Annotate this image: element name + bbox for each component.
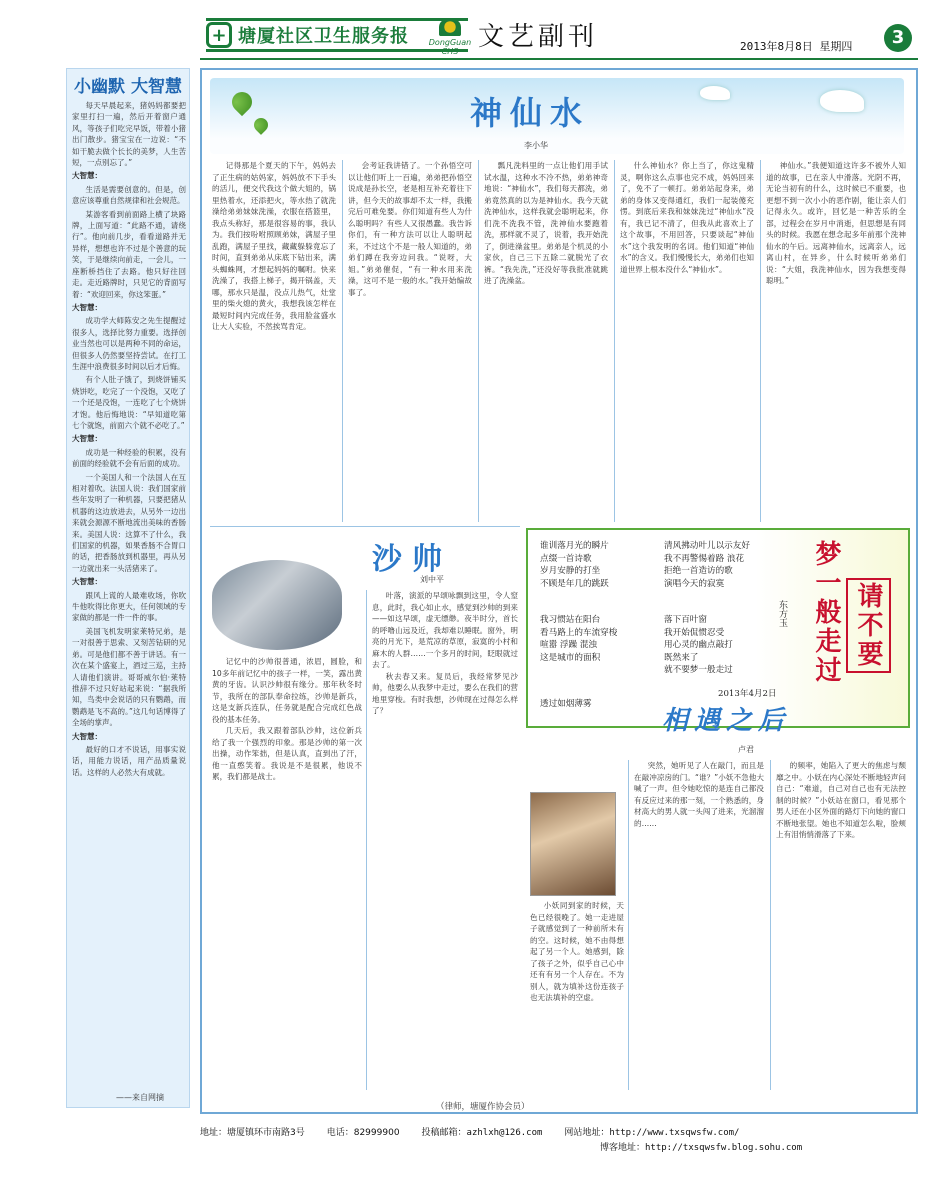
- header-divider: [200, 58, 918, 60]
- sidebar-paragraph: 生活是需要创意的。但是，创意应该尊重自然规律和社会规范。: [72, 184, 186, 206]
- article3-author: 卢君: [738, 745, 754, 754]
- poem-line: 用心灵的幽点敲打: [664, 640, 733, 651]
- article2-column: [372, 590, 518, 1090]
- footer-phone: 电话：82999900: [326, 1127, 400, 1138]
- article1-text: 神仙水。”我便知道这许多不被外人知道的故事，已在亲人中滑落。光阴不再，无论当初有的什么，这时候已不重要，也更想不到一次小小的恶作剧，能让亲人们记得永久。或许，回忆是一种苦乐的全部，过程会在岁月中消逝，但思想是有同头的时候。我愿在想念起多年前那个洗神仙水的午后。远离神仙水，远离亲人，远离山村，在异乡，什么时候听弟弟们说：“大姐，我洗神仙水，因为我想变得聪明。”: [766, 161, 906, 285]
- article2-column: [212, 656, 362, 1096]
- article3-column: [776, 760, 906, 1090]
- author-photo: [530, 792, 616, 896]
- article3-text: 小妖同到家的时候，天色已经很晚了。她一走进屋子就感觉到了一种前所未有的空。这时候，她不由得想起了另一个人。她感到，除了孩子之外，似乎自己心中还有有另一个人存在。不为别人，就为填补这份连孩子也无法填补的空虚。: [530, 901, 624, 1002]
- poem-line: 谁训落月光的瞬片: [540, 541, 609, 551]
- article1-column: [212, 160, 336, 522]
- column-divider: [760, 160, 761, 522]
- poem-line: 我不再警惕着路 浪花: [664, 553, 745, 564]
- article1-column: [348, 160, 472, 522]
- flower-logo-icon: [439, 18, 461, 36]
- masthead-title: 塘厦社区卫生服务报: [238, 26, 409, 47]
- sidebar-label: 大智慧：: [72, 731, 102, 741]
- dongguan-logo: [428, 18, 472, 58]
- article3-text: 的频率，她陷入了更大的焦虑与颓靡之中。小妖在内心深处不断地轻声问自己：“难道，自己对自己也有无法控制的时候？”小妖站在窗口，看见那个男人还在小区外面的路灯下向她的窗口不断地张望。她也不知道怎么啦，脸颊上有泪悄悄滑落了下来。: [776, 761, 906, 839]
- medical-cross-icon: +: [206, 22, 232, 48]
- poem-line: 既然来了: [664, 652, 699, 663]
- sidebar-label: 大智慧：: [72, 577, 102, 587]
- article3-title: 相遇之后: [662, 706, 791, 736]
- poem-date: 2013年4月2日: [718, 689, 777, 699]
- article2-credit: （律师，塘厦作协会员）: [436, 1102, 530, 1112]
- section-title: 文艺副刊: [478, 22, 599, 52]
- footer-blog[interactable]: 博客地址：http://txsqwsfw.blog.sohu.com: [600, 1143, 803, 1153]
- sidebar-title: 小幽默 大智慧: [74, 77, 182, 97]
- section-divider: [210, 526, 520, 527]
- dove-icon: [700, 86, 730, 100]
- poem-stanza: [664, 614, 794, 677]
- article1-author: 李小华: [524, 141, 548, 150]
- footer-website[interactable]: 网站地址：http://www.txsqwsfw.com/: [564, 1127, 740, 1138]
- page-footer: [200, 1122, 918, 1140]
- article3-column: [634, 760, 764, 1090]
- article2-text: 秋去春又来。复员后，我经常梦见沙帅，他要么从我梦中走过，要么在我们的营地里穿梭。有时我想，沙帅现在过得怎么样了？: [372, 671, 518, 715]
- article1-text: 会考证我讲错了。一个孙悟空可以让他们听上一百遍，弟弟把孙悟空说成是孙长空，老是相互补充着往下讲，但今天的故事却不太一样，我搬完后可难免要。你们知道有些人为什么聪明吗？有些人又很愚蠢。我告诉你们，有一种方法可以让人聪明起来，不过这个不是一般人知道的，弟弟们蹲在我旁边问我。“说呀，大姐。”弟弟催促，“有一种水用来洗澡，这可不是一般的水。”我开始编故事了。: [348, 161, 472, 297]
- column-divider: [628, 760, 629, 1090]
- article2-text: 记忆中的沙帅很普通，浓眉，圆脸，和10多年前记忆中的孩子一样，一笑，露出黄黄的牙齿。认识沙帅很有缘分。那年秋冬时节，我所在的部队奉命拉练，沙帅是新兵，这是支新兵连队，任务就是配合完成红色战役的基本任务。: [212, 657, 362, 724]
- page-number: 3: [884, 24, 912, 52]
- poem-extra-line: 透过如烟薄雾: [540, 699, 592, 709]
- poem-line: 看马路上的车流穿梭: [540, 627, 618, 638]
- article1-text: 瓢凡洗料里的一点让他们用手试试水温，这种水不冷不热，弟弟神奇地说：“神仙水”，我们每天都洗，弟弟竟然真的以为是神仙水。我今天就洗神仙水，这样我就会聪明起来，你们洗不洗我不管，洗神仙水要跑着洗，那样就不灵了，说着，我开始洗了，倒进澡盆里。弟弟是个机灵的小家伙，自己三下五除二就脱光了衣裤。“我先洗，”还没好等我批准就跳进了洗澡盆。: [484, 161, 608, 285]
- poem-line: 我开始侃惯忍受: [664, 627, 725, 638]
- sidebar-source: ——来自网摘: [116, 1093, 164, 1102]
- sidebar-paragraph: 美国飞机发明家莱特兄弟，是一对很善于思索、又刻苦钻研的兄弟。可是他们都不善于讲话。有一次在某个盛宴上，酒过三巡，主持人请他们演讲。哥哥威尔伯·莱特推辞不过只好站起来说：“据我所知，鸟类中会说话的只有鹦鹉，而鹦鹉是飞不高的。”这几句话博得了全场的掌声。: [72, 626, 186, 728]
- column-divider: [478, 160, 479, 522]
- article1-column: [766, 160, 906, 522]
- column-divider: [342, 160, 343, 522]
- footer-email[interactable]: 投稿邮箱：azhlxh@126.com: [421, 1127, 543, 1138]
- sidebar-paragraph: 跟风上谎的人最难收场，你吹牛他吹得比你更大，任何领域的专家做的都是一件一件的事。: [72, 590, 186, 623]
- article2-text: 几天后，我又跟着部队沙帅，这位新兵给了我一个强烈的印象。那是沙帅的第一次出操，动作笨拙，但是认真，直到出了汗，他一直憨笑着。我说是不是很累，他说不累，我们都是战士。: [212, 726, 362, 781]
- author-photo: [212, 560, 342, 650]
- poem-line: 拒绝一首造访的歌: [664, 566, 733, 577]
- poem-line: 点缀一首诗歌: [540, 553, 592, 564]
- sidebar-paragraph: 成功是一种经验的积累，没有前面的经验就不会有后面的成功。: [72, 447, 186, 469]
- sidebar-paragraph: 每天早晨起来，猪妈妈都要把家里打扫一遍，然后开着窗户通风，等孩子们吃完早饭，带着小猪出门散步。猪宝宝在一边说：“不如干脆去做个长长的美梦，人生苦短，一点别忘了。”: [72, 101, 186, 168]
- poem-line: 我习惯站在阳台: [540, 615, 601, 625]
- sidebar-body: [72, 100, 186, 1100]
- poem-line: 就不要梦一般走过: [664, 665, 733, 676]
- article2-text: 叶落，演派的早颂咏飘到这里，令人窒息，此时，我心如止水，感觉到沙帅的到来——如这早颂，虚无缥缈。夜半时分，首长的呼噜山远及近，我却难以睡眠。窗外，明亮的月光下，是荒凉的草原，寂寞的小村和麻木的人群……一个多月的时间，眨眼就过去了。: [372, 591, 518, 669]
- sidebar-label: 大智慧：: [72, 434, 102, 444]
- sidebar-paragraph: 一个美国人和一个法国人在互相对着吹。法国人说：我们国家前些年发明了一种机器，只要把猪从机器的这边放进去，从另外一边出来就会源源不断地流出美味的香肠来。美国人说：这算不了什么，我们国家的机器，如果香肠不合胃口的话，把香肠放到机器里，再从另一边就出来一头活猪来了。: [72, 472, 186, 573]
- dove-icon: [820, 90, 864, 112]
- sidebar-paragraph: 某游客看到前面路上横了块路牌，上面写道：“此路不通，请绕行”。他向前几步，看看道路并无异样，想想也许不过是个善意的玩笑，于是继续向前走，一会儿，一座断桥挡住了去路。他只好往回走。走近路牌时，只见它的背面写着：“欢迎回来，你这笨蛋。”: [72, 209, 186, 299]
- article1-text: 记得那是个夏天的下午，妈妈去了正生病的姑妈家，妈妈放不下手头的活儿，便交代我这个做大姐的，锅里热着水，还添把火，等水热了就洗澡给弟弟妹妹洗澡，衣服在搭篮里，我点头称好，那是很容易的事，我认为。我们按吩咐照顾弟妹，满屋子里乱跑，满屋子里找，藏藏躲躲竟忘了时间，直到弟弟从床底下钻出来，满头蜘蛛网，才想起妈妈的嘱咐。快来洗澡了，我搭上梯子，揭开锅盖，天哪，那水只是温，没点儿热气，灶堂里的柴火熄的黄火，我想我该怎样在最短时间内完成任务，我用脸盆盛水让大人实验，不然挨骂肯定。: [212, 161, 336, 331]
- logo-subtitle: DongGuan CHS: [428, 38, 472, 56]
- poem-title-part: 梦一般走过: [811, 540, 841, 685]
- poem-stanza: [664, 540, 794, 590]
- poem-line: 演唱今天的寂寞: [664, 578, 725, 589]
- column-divider: [770, 760, 771, 1090]
- article1-column: [620, 160, 754, 522]
- footer-address: 地址：塘厦镇环市南路3号: [200, 1127, 305, 1138]
- article2-title: 沙帅: [372, 542, 452, 577]
- issue-date: 2013年8月8日 星期四: [740, 40, 853, 53]
- poem-line: 落下百叶窗: [664, 615, 707, 625]
- poem-line: 这是城市的面积: [540, 652, 601, 663]
- article3-column: [530, 900, 624, 1090]
- article1-column: [484, 160, 608, 522]
- sidebar-paragraph: 有个人肚子饿了，到烧饼铺买烧饼吃，吃完了一个没饱，又吃了一个还是没饱，一连吃了七个烧饼才饱。他后悔地说：“早知道吃第七个就饱，前面六个就不必吃了。”: [72, 375, 186, 430]
- poem-line: 岁月安静的打坐: [540, 566, 601, 577]
- poem-author: 东方玉: [777, 600, 787, 627]
- poem-stanza: [540, 540, 660, 590]
- poem-line: 清风拂动叶儿以示友好: [664, 541, 750, 551]
- column-divider: [366, 590, 367, 1090]
- article1-text: 什么神仙水？你上当了，你这鬼精灵，啊你这么点事也完不成，妈妈回来了，免不了一顿打。弟弟站起身来，弟弟的身体又变得通红，我们一起装傻充愣。到底后来我和妹妹洗过“神仙水”没有，我已记不清了，但我从此喜欢上了这个故事，不用回答，只要谈起“神仙水”这个我发明的名词。他们知道“神仙水”的含义。我们慢慢长大，弟弟们也知道世界上根本没什么“神仙水”。: [620, 161, 754, 274]
- poem-title-part: 请不要: [846, 578, 891, 673]
- article2-author: 刘中平: [420, 575, 444, 584]
- sidebar-label: 大智慧：: [72, 171, 102, 181]
- poem-stanza: [540, 614, 660, 664]
- column-divider: [614, 160, 615, 522]
- article1-title: 神仙水: [470, 94, 591, 132]
- sidebar-paragraph: 成功学大师陈安之先生提醒过很多人，选择比努力重要。选择创业当然也可以是两种不同的命运，但很多人仍然要坚持尝试。在打工生涯中浪费很多时间以后才后悔。: [72, 316, 186, 371]
- poem-line: 喧嚣 浮躁 混浊: [540, 640, 598, 651]
- article3-text: 突然，她听见了人在敲门，而且是在敲冲凉房的门。“谁？”小妖不急他大喊了一声。但令她吃惊的是连自己都没有反应过来的那一刻，一个熟悉的，身材高大的男人就一头闯了进来，光溜溜的……: [634, 761, 764, 828]
- poem-line: 不顾是年几的跳跃: [540, 578, 609, 589]
- sidebar-paragraph: 最好的口才不说话，用事实说话，用能力说话，用产品质量说话。这样的人必然大有成就。: [72, 744, 186, 777]
- sidebar-label: 大智慧：: [72, 302, 102, 312]
